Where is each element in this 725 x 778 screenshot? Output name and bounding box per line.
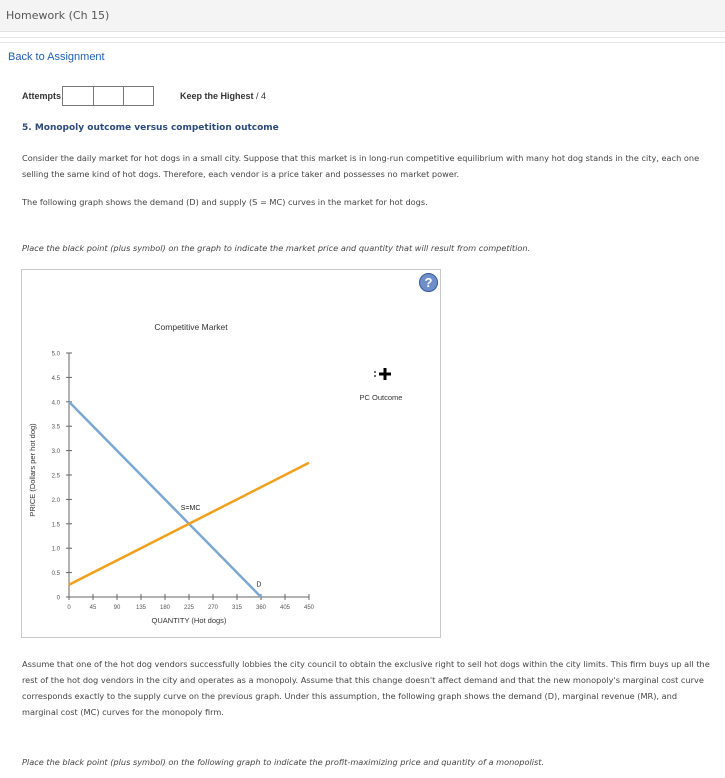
attempt-box xyxy=(93,86,124,106)
supply-curve-label: S=MC xyxy=(180,505,201,513)
competitive-market-chart[interactable] xyxy=(22,270,440,637)
x-tick-label: 225 xyxy=(183,605,195,611)
back-to-assignment-link[interactable]: Back to Assignment xyxy=(8,51,105,63)
x-tick-label: 45 xyxy=(89,605,97,611)
y-tick-label: 0.5 xyxy=(51,571,60,578)
pc-outcome-label: PC Outcome xyxy=(359,393,403,402)
instruction-2: Place the black point (plus symbol) on the following graph to indicate the profit-maximizing price and quantity of a monopolist. xyxy=(22,757,545,767)
y-tick-label: 1.0 xyxy=(51,546,60,553)
attempts-boxes xyxy=(62,86,153,106)
question-paragraph-2: The following graph shows the demand (D) and supply (S = MC) curves in the market for hot dogs. xyxy=(22,197,428,207)
keep-highest-text xyxy=(180,91,266,101)
plus-icon[interactable] xyxy=(374,368,391,380)
demand-curve-label: D xyxy=(256,581,262,589)
y-tick-label: 3.5 xyxy=(51,424,60,431)
help-icon[interactable]: ? xyxy=(419,273,438,292)
y-tick-label: 5.0 xyxy=(51,351,60,358)
pc-outcome-tool[interactable] xyxy=(360,368,403,402)
instruction-1: Place the black point (plus symbol) on the graph to indicate the market price and quantity that will result from competition. xyxy=(22,243,531,253)
x-tick-label: 270 xyxy=(207,605,219,611)
x-tick-label: 315 xyxy=(231,605,243,611)
y-tick-label: 3.0 xyxy=(51,449,60,456)
divider xyxy=(0,37,725,38)
title-bar xyxy=(0,0,725,32)
x-tick-label: 90 xyxy=(113,605,121,611)
y-axis-label: PRICE (Dollars per hot dog) xyxy=(28,423,37,517)
y-tick-label: 1.5 xyxy=(51,522,60,529)
x-tick-label: 360 xyxy=(255,605,267,611)
y-tick-label: 4.0 xyxy=(51,400,60,407)
y-tick-label: 0 xyxy=(56,595,60,602)
question-paragraph-3: Assume that one of the hot dog vendors successfully lobbies the city council to obtain the exclusive right to sell hot dogs within the city limits. This firm buys up all the rest of the hot dog vendors in the city and operates as a monopoly. Assume that this change doesn't affect demand and that the new monopoly's marginal cost curve corresponds exactly to the supply curve on the previous graph. Under this assumption, the following graph shows the demand (D), marginal revenue (MR), and marginal cost (MC) curves for the monopoly firm. xyxy=(22,659,710,717)
attempts-max: / 4 xyxy=(253,91,267,101)
x-tick-label: 450 xyxy=(303,605,315,611)
x-tick-label: 180 xyxy=(159,605,171,611)
divider xyxy=(0,42,725,43)
x-tick-label: 405 xyxy=(279,605,291,611)
y-tick-label: 4.5 xyxy=(51,375,60,382)
chart-curves xyxy=(69,402,309,597)
question-title: 5. Monopoly outcome versus competition outcome xyxy=(22,123,279,133)
attempt-box xyxy=(123,86,154,106)
graph-panel[interactable] xyxy=(21,269,441,638)
plus-dot xyxy=(374,375,376,377)
plus-dot xyxy=(374,371,376,373)
x-tick-label: 0 xyxy=(67,605,71,611)
chart-title: Competitive Market xyxy=(154,322,228,332)
keep-highest-label: Keep the Highest xyxy=(180,91,254,101)
x-tick-label: 135 xyxy=(135,605,147,611)
pc-outcome-symbol: + xyxy=(22,270,23,271)
attempt-box xyxy=(62,86,94,106)
y-tick-label: 2.0 xyxy=(51,497,60,504)
x-axis-label: QUANTITY (Hot dogs) xyxy=(151,616,227,625)
demand-curve xyxy=(69,402,261,597)
page-title: Homework (Ch 15) xyxy=(6,9,110,22)
supply-curve xyxy=(69,463,309,585)
attempts-label: Attempts xyxy=(22,91,62,101)
question-paragraph-1: Consider the daily market for hot dogs in a small city. Suppose that this market is in long-run competitive equilibrium with many hot dog stands in the city, each one selling the same kind of hot dogs. Therefore, each vendor is a price taker and possesses no market power. xyxy=(22,153,700,179)
y-tick-label: 2.5 xyxy=(51,473,60,480)
